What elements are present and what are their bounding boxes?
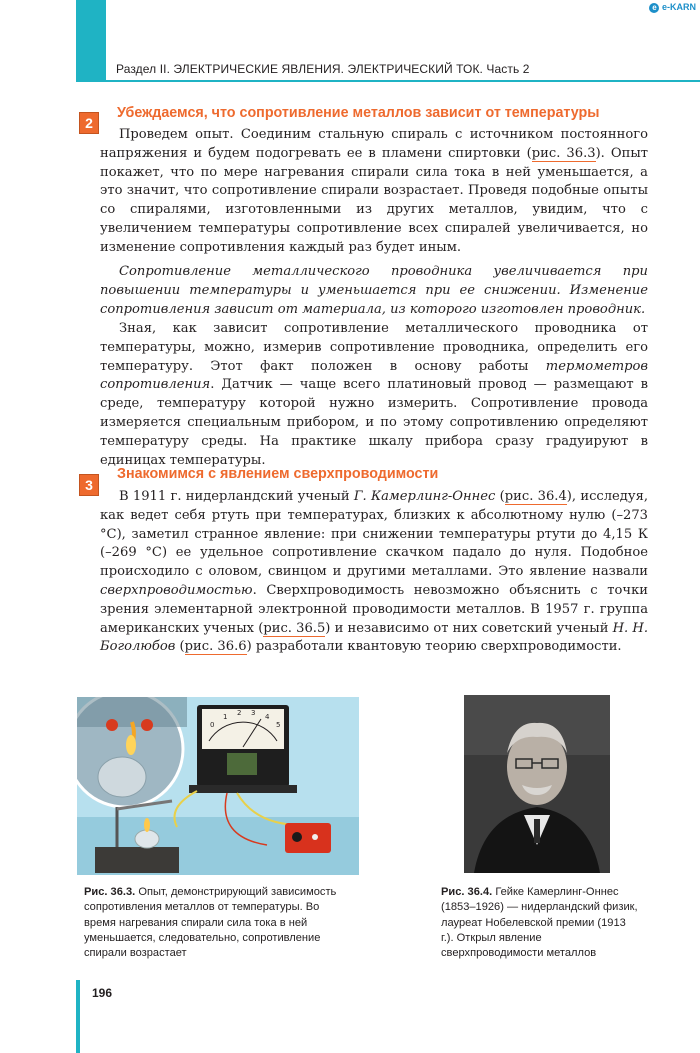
meter-scale-label: 5 [276,721,281,729]
logo-e-icon: e [649,3,659,13]
figure-reference[interactable]: рис. 36.6 [184,639,247,655]
section-title: Убеждаемся, что сопротивление металлов зависит от температуры [117,105,600,121]
meter-scale-label: 1 [223,713,228,721]
publisher-logo [649,2,696,13]
meter-scale-label: 4 [265,713,270,721]
text-run: . Датчик — чаще всего платиновый провод — размещают в среде, температуру которой нужно измерить. Сопротивление провода измеряется специальным прибором, и по этому сопротивлению определяют температуру среды. На практике шкалу прибора сразу градуируют в единицах температуры. [100,377,648,468]
figure-caption [84,885,346,961]
footer-accent-bar [76,980,80,1053]
text-run: ( [175,639,185,655]
figure-reference[interactable]: рис. 36.3 [531,145,596,161]
header-rule [76,80,700,82]
experiment-photo [77,697,359,875]
text-run: ) разработали квантовую теорию сверхпроводимости. [246,639,622,655]
caption-text: Опыт, демонстрирующий зависимость сопротивления металлов от температуры. Во время нагревания спирали сила тока в ней уменьшается, следовательно, сопротивление спирали возрастает [84,886,337,960]
running-header: Раздел II. ЭЛЕКТРИЧЕСКИЕ ЯВЛЕНИЯ. ЭЛЕКТРИЧЕСКИЙ ТОК. Часть 2 [116,62,530,76]
caption-text: Гейке Камерлинг-Оннес (1853–1926) — нидерландский физик, лауреат Нобелевской премии (1913 г.). Открыл явление сверхпроводимости металлов [441,886,638,960]
caption-label: Рис. 36.3. [84,886,136,898]
term-text: термометров сопротивления [100,358,648,393]
text-run: ), исследуя, как ведет себя ртуть при температурах, близких к абсолютному нулю (–273 °С), заметил странное явление: при снижении температуры ртути до 4,15 К (–269 °С) ее удельное сопротивление скачком падало до нуля. Подобное происходило с оловом, свинцом и другими металлами. Это явление назвали [100,489,648,580]
person-name: Г. Камерлинг-Оннес [353,489,496,504]
text-run: Проведем опыт. Соединим стальную спираль с источником постоянного напряжения и будем подогревать ее в пламени спиртовки ( [100,127,648,161]
person-name: Н. Н. Боголюбов [100,620,648,655]
section-number-badge: 3 [79,474,99,496]
experiment-illustration [77,697,359,875]
figure-caption [441,885,641,961]
meter-scale-label: 2 [237,709,242,717]
logo-text: e-KARN [661,2,696,12]
figure-reference[interactable]: рис. 36.5 [263,620,326,636]
section-number-badge: 2 [79,112,99,134]
section-title: Знакомимся с явлением сверхпроводимости [117,466,439,482]
text-run: ) и независимо от них советский ученый [325,620,613,636]
page-number: 196 [92,986,113,1000]
portrait-illustration [464,695,610,873]
text-run: ). Опыт покажет, что по мере нагревания спирали сила тока в ней уменьшается, а это значит, что сопротивление спирали возрастает. Проведя подобные опыты со спиралями, изготовленными из других металлов, увидим, что с увеличением температуры сопротивление всех спиралей увеличивается, но изменение сопротивления каждый раз будет иным. [100,145,648,255]
portrait-photo [464,695,610,873]
paragraph [100,126,648,258]
text-run: Зная, как зависит сопротивление металлического проводника от температуры, можно, измерив сопротивление проводника, определить его температуру. Этот факт положен в основу работы [100,321,648,374]
text-run: ( [495,489,505,504]
definition-text: Сопротивление металлического проводника увеличивается при повышении температуры и уменьшается при ее снижении. Изменение сопротивления зависит от материала, из которого изготовлен проводник. [100,264,648,317]
meter-scale-label: 3 [251,709,256,717]
paragraph-definition [100,263,648,319]
text-run: В 1911 г. нидерландский ученый [119,489,354,504]
paragraph [100,488,648,657]
paragraph [100,320,648,470]
figure-reference[interactable]: рис. 36.4 [504,489,567,504]
text-run: . Сверхпроводимость невозможно объяснить с точки зрения элементарной электронной проводимости металлов. В 1957 г. группа американских ученых ( [100,582,648,636]
meter-scale-label: 0 [210,721,215,729]
term-text: сверхпроводимостью [100,582,253,598]
caption-label: Рис. 36.4. [441,886,493,898]
top-accent-bar [76,0,106,80]
